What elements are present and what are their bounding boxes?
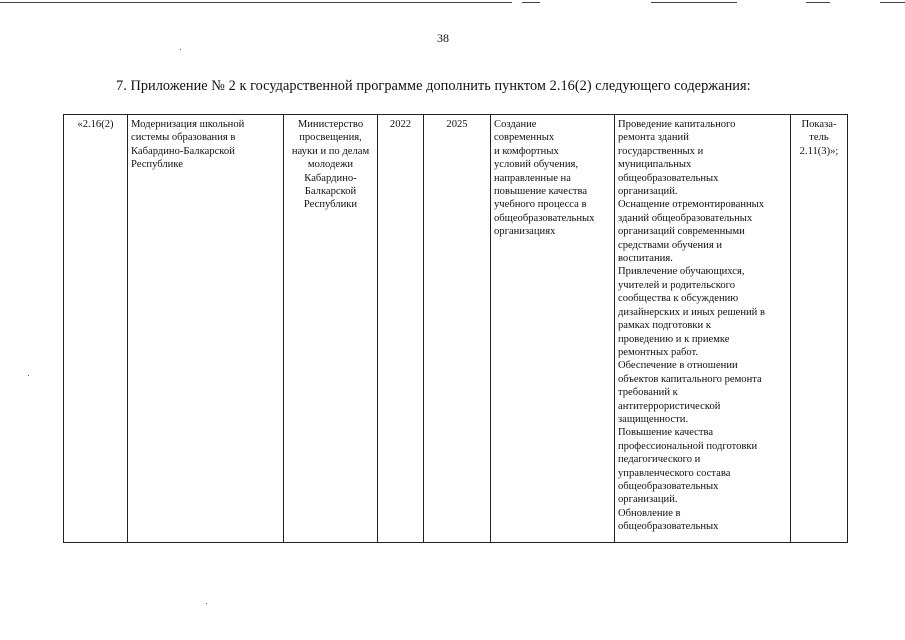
page-heading: 7. Приложение № 2 к государственной программе дополнить пунктом 2.16(2) следующего содержания: [116, 78, 751, 94]
result-item: Повышение качества профессиональной подготовки педагогического и управленческого состава общеобразовательных организаций. [618, 427, 758, 506]
table-row [64, 115, 848, 543]
goal: Создание современных и комфортных условий обучения, направленные на повышение качества учебного процесса в общеобразовательных организациях [494, 119, 595, 238]
program-table [63, 114, 848, 543]
executor-cell [284, 115, 378, 543]
result-item: Обеспечение в отношении объектов капитального ремонта требований к антитеррористической защищенности. [618, 360, 762, 425]
item-number: «2.16(2) [77, 119, 114, 130]
goal-cell [491, 115, 615, 543]
item-name-cell [128, 115, 284, 543]
results-cell [615, 115, 791, 543]
start-year-cell [378, 115, 424, 543]
result-item: Оснащение отремонтированных зданий общеобразовательных организаций современными средствами обучения и воспитания. [618, 199, 765, 265]
scan-edge-line [806, 2, 830, 3]
end-year-cell [424, 115, 491, 543]
scan-speck [28, 375, 29, 376]
scan-edge-line [651, 2, 737, 3]
result-item: Обновление в общеобразовательных [618, 507, 719, 533]
executor: Министерство просвещения, науки и по делам молодежи Кабардино- Балкарской Республики [291, 119, 370, 211]
scan-speck [180, 49, 181, 50]
end-year: 2025 [446, 119, 468, 130]
result-item: Привлечение обучающихся, учителей и родительского сообщества к обсуждению дизайнерских и иных решений в рамках подготовки к проведению и к приемке ремонтных работ. [618, 266, 765, 358]
indicator-cell [791, 115, 848, 543]
scan-edge-line [0, 2, 512, 3]
start-year: 2022 [389, 119, 412, 130]
scan-speck [206, 603, 207, 604]
result-item: Проведение капитального ремонта зданий государственных и муниципальных общеобразовательных организаций. [618, 119, 736, 198]
page-number: 38 [437, 31, 449, 45]
scan-edge-line [522, 2, 540, 3]
indicator: Показа- тель 2.11(3)»; [799, 119, 839, 157]
item-number-cell [64, 115, 128, 543]
item-name: Модернизация школьной системы образования в Кабардино-Балкарской Республике [131, 119, 245, 171]
scan-edge-line [880, 2, 905, 3]
